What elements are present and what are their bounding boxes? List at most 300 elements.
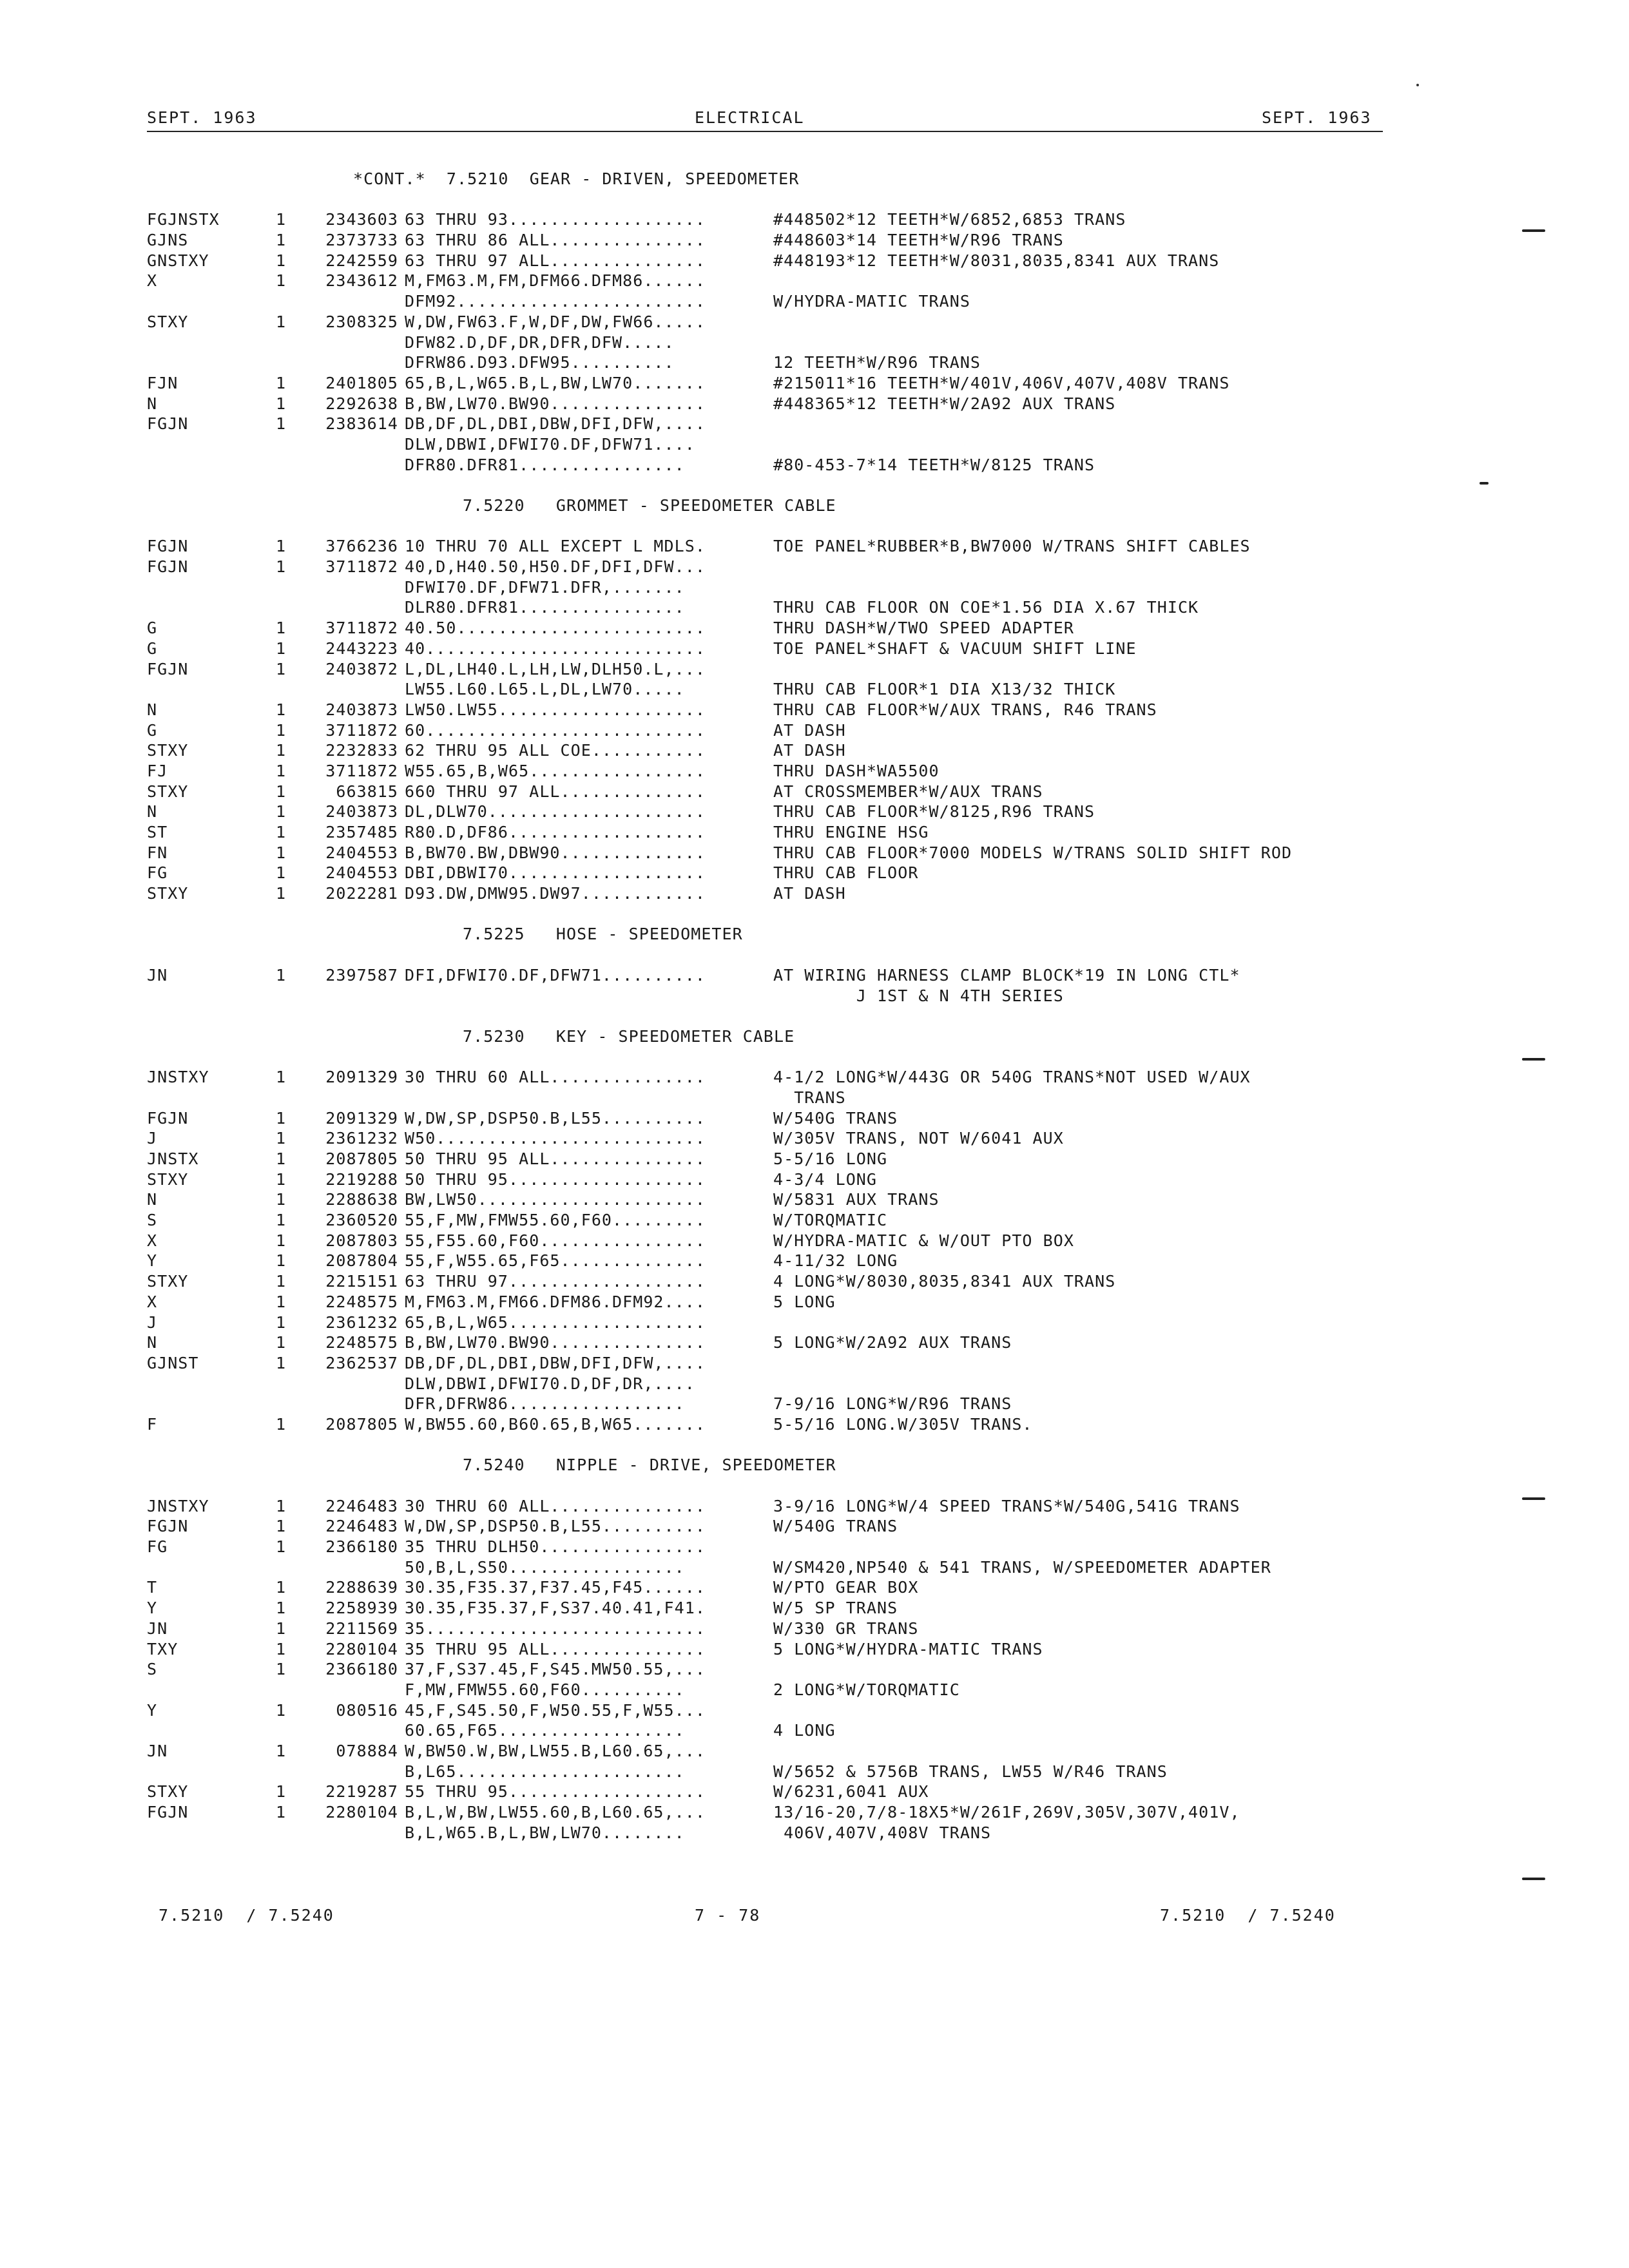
remarks: AT CROSSMEMBER*W/AUX TRANS [773, 782, 1043, 801]
part-entry [0, 230, 1629, 251]
quantity: 1 [276, 1292, 287, 1311]
quantity: 1 [276, 1211, 287, 1230]
entry-line [0, 332, 1629, 353]
quantity: 1 [276, 312, 287, 331]
quantity: 1 [276, 1517, 287, 1536]
part-number: 2360520 [325, 1211, 398, 1230]
entry-line [0, 1598, 1629, 1619]
section-gap [0, 475, 1629, 495]
application: 63 THRU 93................... [405, 210, 706, 229]
entry-line [0, 352, 1629, 373]
quantity: 1 [276, 1660, 287, 1679]
application: B,BW70.BW,DBW90.............. [405, 843, 706, 862]
part-number: 2087805 [325, 1149, 398, 1168]
parts-table [0, 536, 1629, 903]
model-codes: STXY [147, 1272, 189, 1291]
entry-line [0, 1067, 1629, 1088]
part-number: 2401805 [325, 373, 398, 392]
part-entry [0, 414, 1629, 475]
section-title: 7.5230 KEY - SPEEDOMETER CABLE [463, 1026, 795, 1046]
part-number [290, 1394, 405, 1414]
quantity [276, 986, 290, 1006]
remarks: W/HYDRA-MATIC & W/OUT PTO BOX [773, 1231, 1074, 1250]
application: DBI,DBWI70................... [405, 863, 706, 883]
quantity [276, 1762, 290, 1782]
model-codes: JN [147, 1619, 168, 1638]
model-codes: GNSTXY [147, 251, 209, 270]
part-entry [0, 1414, 1629, 1435]
part-entry [0, 1741, 1629, 1782]
part-number: 080516 [336, 1700, 398, 1720]
remarks: W/305V TRANS, NOT W/6041 AUX [773, 1129, 1064, 1148]
section-title: 7.5240 NIPPLE - DRIVE, SPEEDOMETER [463, 1456, 836, 1475]
part-entry [0, 659, 1629, 700]
application: DL,DLW70..................... [405, 802, 706, 822]
quantity: 1 [276, 741, 287, 760]
remarks: TOE PANEL*RUBBER*B,BW7000 W/TRANS SHIFT CABLES [773, 537, 1251, 556]
remarks: W/SM420,NP540 & 541 TRANS, W/SPEEDOMETER ADAPTER [773, 1557, 1271, 1577]
application: W,DW,SP,DSP50.B,L55.......... [405, 1517, 706, 1536]
entry-line [0, 1823, 1629, 1843]
part-entry [0, 271, 1629, 311]
part-number: 2232833 [325, 741, 398, 760]
model-codes: JNSTXY [147, 1068, 209, 1087]
quantity: 1 [276, 1169, 287, 1189]
quantity: 1 [276, 639, 287, 658]
entry-line [0, 843, 1629, 863]
model-codes: N [147, 1333, 158, 1352]
part-entry [0, 1292, 1629, 1312]
part-entry [0, 1189, 1629, 1210]
quantity: 1 [276, 1700, 287, 1720]
margin-mark [1522, 1878, 1545, 1880]
part-number: 663815 [336, 782, 398, 801]
part-entry [0, 822, 1629, 843]
part-number: 2091329 [325, 1108, 398, 1128]
model-codes [0, 291, 276, 312]
remarks: THRU DASH*W/TWO SPEED ADAPTER [773, 619, 1074, 638]
quantity: 1 [276, 720, 287, 740]
part-entry [0, 883, 1629, 904]
entry-line [0, 1149, 1629, 1169]
model-codes [0, 1557, 276, 1578]
quantity: 1 [276, 1108, 287, 1128]
remarks: #448365*12 TEETH*W/2A92 AUX TRANS [773, 394, 1116, 413]
section-title: 7.5220 GROMMET - SPEEDOMETER CABLE [463, 496, 836, 515]
remarks: TOE PANEL*SHAFT & VACUUM SHIFT LINE [773, 639, 1137, 658]
part-number: 2383614 [325, 414, 398, 434]
model-codes: X [147, 1292, 158, 1311]
application: DFW82.D,DF,DR,DFR,DFW..... [405, 332, 675, 352]
part-number [290, 1680, 405, 1700]
part-number: 3766236 [325, 537, 398, 556]
remarks: 4-1/2 LONG*W/443G OR 540G TRANS*NOT USED W/AUX [773, 1068, 1251, 1087]
part-number [290, 291, 405, 312]
model-codes [0, 1394, 276, 1414]
remarks: W/HYDRA-MATIC TRANS [773, 292, 970, 311]
model-codes: J [147, 1312, 158, 1332]
application [405, 986, 773, 1006]
margin-mark [1522, 1058, 1545, 1061]
model-codes [0, 1823, 276, 1843]
part-number: 2403873 [325, 802, 398, 822]
remarks: W/6231,6041 AUX [773, 1782, 929, 1802]
part-number [290, 332, 405, 353]
part-entry [0, 1598, 1629, 1619]
entry-line [0, 1741, 1629, 1762]
part-number: 2343603 [325, 210, 398, 229]
quantity: 1 [276, 537, 287, 556]
model-codes: FGJN [147, 537, 189, 556]
application: 10 THRU 70 ALL EXCEPT L MDLS. [405, 537, 706, 556]
entry-line [0, 536, 1629, 557]
quantity: 1 [276, 843, 287, 862]
entry-line [0, 373, 1629, 394]
model-codes: ST [147, 823, 168, 841]
part-number: 078884 [336, 1741, 398, 1760]
part-entry [0, 1700, 1629, 1741]
application: 30 THRU 60 ALL............... [405, 1496, 706, 1515]
part-number: 2403872 [325, 659, 398, 678]
remarks: 4 LONG [773, 1721, 836, 1740]
entry-line [0, 557, 1629, 577]
part-entry [0, 639, 1629, 659]
application: W,DW,FW63.F,W,DF,DW,FW66..... [405, 312, 706, 331]
part-entry [0, 965, 1629, 1006]
entry-line [0, 1088, 1629, 1108]
application: B,BW,LW70.BW90............... [405, 394, 706, 413]
entry-line [0, 659, 1629, 680]
application: 60.65,F65.................. [405, 1721, 685, 1740]
part-number: 2397587 [325, 965, 398, 985]
entry-line [0, 271, 1629, 291]
entry-line [0, 1537, 1629, 1557]
model-codes: N [147, 700, 158, 719]
part-entry [0, 740, 1629, 761]
model-codes [0, 1374, 276, 1394]
entry-line [0, 720, 1629, 741]
section-title: *CONT.* 7.5210 GEAR - DRIVEN, SPEEDOMETER [353, 169, 800, 188]
application: 30.35,F35.37,F37.45,F45...... [405, 1578, 706, 1597]
part-entry [0, 1577, 1629, 1598]
remarks: 3-9/16 LONG*W/4 SPEED TRANS*W/540G,541G TRANS [773, 1496, 1240, 1515]
part-number: 2211569 [325, 1619, 398, 1638]
entry-line [0, 1189, 1629, 1210]
model-codes: Y [147, 1251, 158, 1271]
part-number: 2357485 [325, 823, 398, 841]
entry-line [0, 230, 1629, 251]
model-codes [0, 352, 276, 373]
application: B,L65...................... [405, 1762, 685, 1781]
entry-line [0, 761, 1629, 782]
entry-line [0, 639, 1629, 659]
part-entry [0, 1353, 1629, 1414]
application: W,DW,SP,DSP50.B,L55.......... [405, 1108, 706, 1128]
quantity: 1 [276, 1149, 287, 1168]
quantity [276, 577, 290, 598]
model-codes: JNSTX [147, 1149, 199, 1168]
entry-line [0, 679, 1629, 700]
model-codes: STXY [147, 884, 189, 903]
entry-line [0, 597, 1629, 618]
quantity [276, 332, 290, 353]
section-gap [0, 1006, 1629, 1026]
part-entry [0, 373, 1629, 394]
part-number: 2343612 [325, 271, 398, 291]
part-number: 2246483 [325, 1496, 398, 1515]
entry-line [0, 251, 1629, 271]
entry-line [0, 394, 1629, 414]
part-number [290, 1720, 405, 1741]
model-codes [0, 332, 276, 353]
entry-line [0, 1210, 1629, 1231]
part-entry [0, 1332, 1629, 1353]
part-number [290, 1823, 405, 1843]
model-codes: GJNS [147, 231, 189, 250]
model-codes: Y [147, 1599, 158, 1618]
quantity [276, 291, 290, 312]
application: 45,F,S45.50,F,W50.55,F,W55... [405, 1700, 706, 1720]
entry-line [0, 1496, 1629, 1517]
model-codes: JN [147, 965, 168, 985]
model-codes: JN [147, 1741, 168, 1760]
application: DB,DF,DL,DBI,DBW,DFI,DFW,.... [405, 1353, 706, 1372]
remarks: 5 LONG*W/HYDRA-MATIC TRANS [773, 1639, 1043, 1658]
part-number [290, 352, 405, 373]
part-entry [0, 761, 1629, 782]
model-codes: X [147, 1231, 158, 1250]
entry-line [0, 700, 1629, 720]
quantity: 1 [276, 394, 287, 413]
application: W50.......................... [405, 1129, 706, 1148]
quantity: 1 [276, 1599, 287, 1618]
quantity: 1 [276, 700, 287, 719]
part-number: 2219287 [325, 1782, 398, 1802]
part-number: 3711872 [325, 619, 398, 638]
entry-line [0, 986, 1629, 1006]
quantity: 1 [276, 1251, 287, 1271]
part-number: 2280104 [325, 1639, 398, 1658]
quantity: 1 [276, 1414, 287, 1434]
part-entry [0, 1659, 1629, 1700]
entry-line [0, 1516, 1629, 1537]
entry-line [0, 209, 1629, 230]
remarks: W/540G TRANS [773, 1108, 898, 1128]
remarks: W/TORQMATIC [773, 1211, 888, 1230]
quantity [276, 597, 290, 618]
application: M,FM63.M,FM,DFM66.DFM86...... [405, 271, 706, 291]
remarks: THRU CAB FLOOR*W/8125,R96 TRANS [773, 802, 1095, 822]
application: R80.D,DF86................... [405, 823, 706, 841]
section-gap [0, 189, 1629, 210]
part-entry [0, 1231, 1629, 1251]
application: 40........................... [405, 639, 706, 658]
application: BW,LW50...................... [405, 1190, 706, 1209]
application: 55,F55.60,F60................ [405, 1231, 706, 1250]
part-entry [0, 618, 1629, 639]
entry-line [0, 1312, 1629, 1333]
entry-line [0, 577, 1629, 598]
application: M,FM63.M,FM66.DFM86.DFM92.... [405, 1292, 706, 1311]
application: DFWI70.DF,DFW71.DFR,....... [405, 577, 685, 597]
model-codes: F [147, 1414, 158, 1434]
part-number: 2404553 [325, 843, 398, 862]
part-number [290, 986, 405, 1006]
model-codes: FGJN [147, 557, 189, 577]
part-number: 2258939 [325, 1599, 398, 1618]
model-codes: GJNST [147, 1353, 199, 1372]
quantity: 1 [276, 1312, 287, 1332]
application: 50 THRU 95 ALL............... [405, 1149, 706, 1168]
entry-line [0, 782, 1629, 802]
part-number: 3711872 [325, 761, 398, 780]
entry-line [0, 1374, 1629, 1394]
part-number: 2288639 [325, 1578, 398, 1597]
application: 37,F,S37.45,F,S45.MW50.55,... [405, 1660, 706, 1679]
entry-line [0, 1394, 1629, 1414]
part-number: 2308325 [325, 312, 398, 331]
application: 63 THRU 86 ALL............... [405, 231, 706, 250]
model-codes: JNSTXY [147, 1496, 209, 1515]
entry-line [0, 1639, 1629, 1660]
entry-line [0, 312, 1629, 332]
model-codes: STXY [147, 1782, 189, 1802]
entry-line [0, 1231, 1629, 1251]
section-gap [0, 516, 1629, 537]
quantity: 1 [276, 1496, 287, 1515]
entry-line [0, 1700, 1629, 1721]
quantity: 1 [276, 1741, 287, 1760]
entry-line [0, 455, 1629, 476]
part-entry [0, 1802, 1629, 1843]
part-entry [0, 1251, 1629, 1271]
part-entry [0, 394, 1629, 414]
remarks: 406V,407V,408V TRANS [773, 1823, 992, 1842]
entry-line [0, 1332, 1629, 1353]
remarks: THRU CAB FLOOR*1 DIA X13/32 THICK [773, 680, 1116, 699]
entry-line [0, 1619, 1629, 1639]
entry-line [0, 740, 1629, 761]
quantity: 1 [276, 823, 287, 841]
entry-line [0, 1680, 1629, 1700]
application: W55.65,B,W65................. [405, 761, 706, 780]
remarks: AT WIRING HARNESS CLAMP BLOCK*19 IN LONG CTL* [773, 965, 1240, 985]
remarks: W/PTO GEAR BOX [773, 1578, 919, 1597]
part-entry [0, 1067, 1629, 1108]
parts-listing [0, 169, 1629, 1843]
application: 660 THRU 97 ALL.............. [405, 782, 706, 801]
quantity [276, 1680, 290, 1700]
section-gap [0, 1475, 1629, 1496]
part-number: 3711872 [325, 720, 398, 740]
quantity [276, 679, 290, 700]
part-number [290, 1762, 405, 1782]
remarks: 5-5/16 LONG [773, 1149, 888, 1168]
section-gap [0, 1047, 1629, 1068]
section-gap [0, 904, 1629, 925]
quantity: 1 [276, 231, 287, 250]
part-number: 2248575 [325, 1333, 398, 1352]
entry-line [0, 1169, 1629, 1190]
quantity: 1 [276, 1068, 287, 1087]
model-codes: G [147, 720, 158, 740]
model-codes: G [147, 619, 158, 638]
model-codes: N [147, 802, 158, 822]
entry-line [0, 434, 1629, 455]
entry-line [0, 965, 1629, 986]
part-entry [0, 209, 1629, 230]
remarks: THRU DASH*WA5500 [773, 761, 940, 780]
part-entry [0, 536, 1629, 557]
parts-table [0, 965, 1629, 1006]
application: 55,F,MW,FMW55.60,F60......... [405, 1211, 706, 1230]
remarks: #448603*14 TEETH*W/R96 TRANS [773, 231, 1064, 250]
remarks: 12 TEETH*W/R96 TRANS [773, 353, 981, 372]
remarks: W/540G TRANS [773, 1517, 898, 1536]
application: 35 THRU DLH50................ [405, 1537, 706, 1557]
remarks: AT DASH [773, 720, 846, 740]
remarks: #215011*16 TEETH*W/401V,406V,407V,408V TRANS [773, 373, 1230, 392]
remarks: 7-9/16 LONG*W/R96 TRANS [773, 1394, 1012, 1414]
model-codes: FGJN [147, 1803, 189, 1821]
quantity: 1 [276, 1353, 287, 1372]
part-entry [0, 1619, 1629, 1639]
part-entry [0, 1516, 1629, 1537]
part-entry [0, 843, 1629, 863]
part-entry [0, 1149, 1629, 1169]
part-number [290, 1088, 405, 1108]
model-codes: STXY [147, 312, 189, 331]
remarks: THRU CAB FLOOR*W/AUX TRANS, R46 TRANS [773, 700, 1157, 719]
quantity: 1 [276, 1231, 287, 1250]
quantity [276, 1823, 290, 1843]
entry-line [0, 1659, 1629, 1680]
remarks: #80-453-7*14 TEETH*W/8125 TRANS [773, 455, 1095, 474]
scan-speck [1416, 84, 1419, 86]
part-entry [0, 863, 1629, 883]
quantity: 1 [276, 210, 287, 229]
application: DB,DF,DL,DBI,DBW,DFI,DFW,.... [405, 414, 706, 434]
application: 63 THRU 97................... [405, 1272, 706, 1291]
part-entry [0, 1210, 1629, 1231]
margin-mark [1522, 1497, 1545, 1500]
quantity: 1 [276, 659, 287, 678]
remarks: 4 LONG*W/8030,8035,8341 AUX TRANS [773, 1272, 1116, 1291]
model-codes: STXY [147, 782, 189, 801]
part-number: 2443223 [325, 639, 398, 658]
model-codes: T [147, 1578, 158, 1597]
part-number [290, 455, 405, 476]
part-number: 2404553 [325, 863, 398, 883]
model-codes [0, 434, 276, 455]
remarks: THRU ENGINE HSG [773, 823, 929, 841]
model-codes: STXY [147, 741, 189, 760]
application: 30.35,F35.37,F,S37.40.41,F41. [405, 1599, 706, 1618]
section-title: 7.5225 HOSE - SPEEDOMETER [463, 925, 743, 944]
quantity: 1 [276, 1272, 287, 1291]
application: 65,B,L,W65................... [405, 1312, 706, 1332]
remarks: AT DASH [773, 884, 846, 903]
quantity [276, 1557, 290, 1578]
part-entry [0, 720, 1629, 741]
entry-line [0, 822, 1629, 843]
entry-line [0, 1762, 1629, 1782]
model-codes: FGJN [147, 659, 189, 678]
remarks: #448193*12 TEETH*W/8031,8035,8341 AUX TRANS [773, 251, 1220, 270]
part-number: 2215151 [325, 1272, 398, 1291]
part-number: 2288638 [325, 1190, 398, 1209]
entry-line [0, 1414, 1629, 1435]
